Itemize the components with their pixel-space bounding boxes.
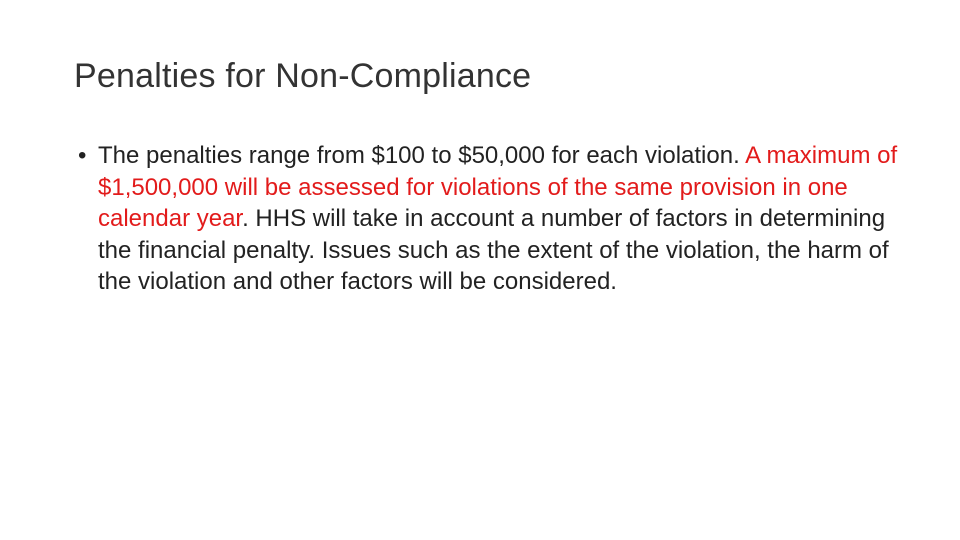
bullet-text-highlight: A maximum of $1,500,000 will be assessed for violations of the same provision in one calendar year xyxy=(98,142,898,232)
bullet-list xyxy=(78,140,898,298)
bullet-text-intro: The penalties range from $100 to $50,000 for each violation. xyxy=(98,142,746,169)
slide-title: Penalties for Non-Compliance xyxy=(74,57,532,95)
bullet-marker: • xyxy=(78,142,87,169)
bullet-item xyxy=(78,140,898,298)
bullet-text-rest: . HHS will take in account a number of factors in determining the financial penalty. Issues such as the extent of the violation, the harm of the violation and other factors will be considered. xyxy=(98,205,889,295)
